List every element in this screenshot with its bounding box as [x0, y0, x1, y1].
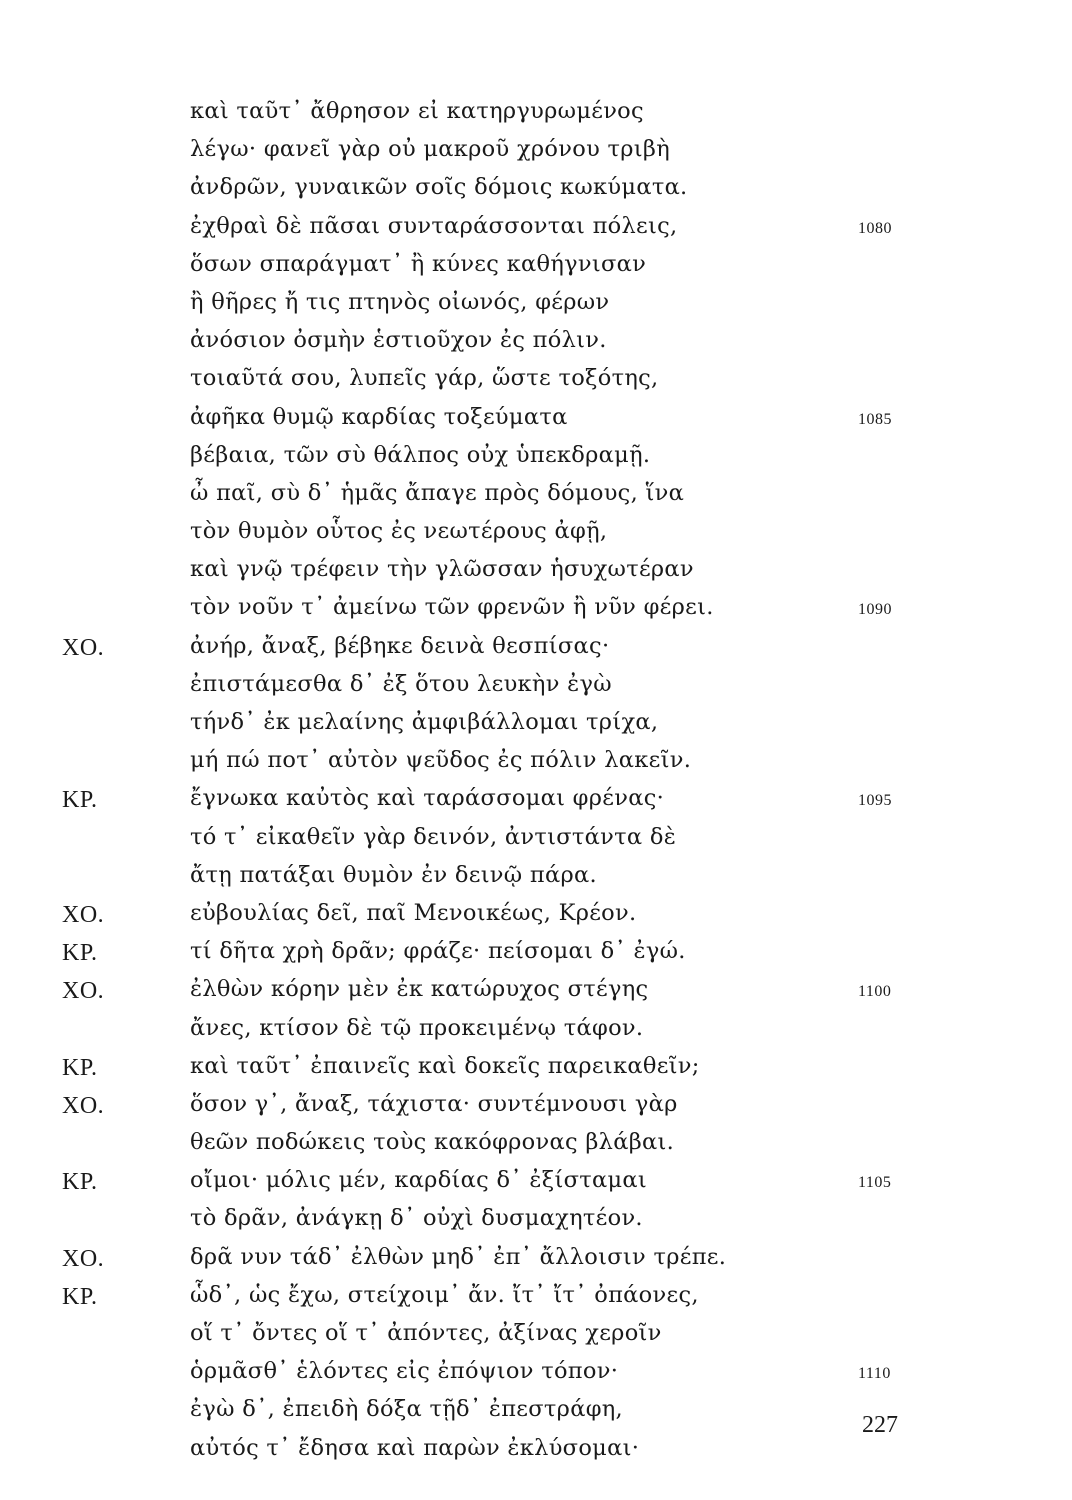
speaker-label: ΚΡ.: [62, 1169, 98, 1196]
verse-text-line: τὸν θυμὸν οὗτος ἐς νεωτέρους ἀφῇ,: [190, 518, 608, 545]
verse-text-line: ὦ παῖ, σὺ δ᾽ ἡμᾶς ἄπαγε πρὸς δόμους, ἵνα: [190, 479, 685, 506]
verse-line: [0, 516, 1072, 554]
speaker-label: ΚΡ.: [62, 940, 98, 967]
speaker-label: ΚΡ.: [62, 1283, 98, 1310]
verse-text-line: τὸ δρᾶν, ἀνάγκῃ δ᾽ οὐχὶ δυσμαχητέον.: [190, 1205, 643, 1232]
verse-line: [0, 211, 1072, 249]
verse-line: [0, 96, 1072, 134]
verse-text-line: ἀφῆκα θυμῷ καρδίας τοξεύματα: [190, 403, 568, 430]
verse-text-line: ἐγὼ δ᾽, ἐπειδὴ δόξα τῇδ᾽ ἐπεστράφη,: [190, 1396, 623, 1423]
line-number: 1110: [858, 1365, 891, 1383]
verse-line: [0, 783, 1072, 821]
verse-line: [0, 554, 1072, 592]
line-number: 1080: [858, 219, 892, 237]
verse-line: [0, 1394, 1072, 1432]
page-number: 227: [862, 1412, 898, 1438]
verse-text-line: ὅσων σπαράγματ᾽ ἢ κύνες καθήγνισαν: [190, 250, 647, 277]
verse-text-line: ἐπιστάμεσθα δ᾽ ἐξ ὅτου λευκὴν ἐγὼ: [190, 670, 612, 697]
line-number: 1105: [858, 1174, 892, 1192]
verse-text-line: ὧδ᾽, ὡς ἔχω, στείχοιμ᾽ ἄν. ἴτ᾽ ἴτ᾽ ὀπάονες,: [190, 1281, 699, 1308]
verse-line: [0, 1242, 1072, 1280]
verse-text-line: αὐτός τ᾽ ἔδησα καὶ παρὼν ἐκλύσομαι·: [190, 1434, 640, 1461]
verse-text-line: λέγω· φανεῖ γὰρ οὐ μακροῦ χρόνου τριβὴ: [190, 136, 670, 163]
verse-text-line: ἢ θῆρες ἤ τις πτηνὸς οἰωνός, φέρων: [190, 288, 610, 315]
verse-line: [0, 1165, 1072, 1203]
verse-line: [0, 1433, 1072, 1471]
verse-line: [0, 478, 1072, 516]
line-number: 1090: [858, 601, 892, 619]
speaker-label: ΧΟ.: [62, 634, 105, 661]
verse-text-line: ἄνες, κτίσον δὲ τῷ προκειμένῳ τάφον.: [190, 1014, 644, 1041]
verse-text-line: οἴμοι· μόλις μέν, καρδίας δ᾽ ἐξίσταμαι: [190, 1167, 648, 1194]
speaker-label: ΚΡ.: [62, 1054, 98, 1081]
verse-text-line: μή πώ ποτ᾽ αὐτὸν ψεῦδος ἐς πόλιν λακεῖν.: [190, 747, 692, 774]
verse-text: [0, 96, 1072, 1471]
verse-text-line: δρᾶ νυν τάδ᾽ ἐλθὼν μηδ᾽ ἐπ᾽ ἄλλοισιν τρέπε.: [190, 1243, 727, 1270]
verse-text-line: ὅσον γ᾽, ἄναξ, τάχιστα· συντέμνουσι γὰρ: [190, 1090, 678, 1117]
verse-text-line: καὶ γνῷ τρέφειν τὴν γλῶσσαν ἡσυχωτέραν: [190, 556, 694, 583]
verse-text-line: τήνδ᾽ ἐκ μελαίνης ἀμφιβάλλομαι τρίχα,: [190, 709, 659, 735]
verse-text-line: ἀνήρ, ἄναξ, βέβηκε δεινὰ θεσπίσας·: [190, 632, 610, 659]
verse-text-line: ἔγνωκα καὐτὸς καὶ ταράσσομαι φρένας·: [190, 785, 665, 812]
verse-line: [0, 1089, 1072, 1127]
verse-line: [0, 898, 1072, 936]
verse-line: [0, 402, 1072, 440]
verse-line: [0, 249, 1072, 287]
verse-line: [0, 1127, 1072, 1165]
verse-text-line: βέβαια, τῶν σὺ θάλπος οὐχ ὑπεκδραμῇ.: [190, 441, 651, 468]
verse-text-line: ἐλθὼν κόρην μὲν ἐκ κατώρυχος στέγης: [190, 976, 649, 1003]
verse-text-line: οἵ τ᾽ ὄντες οἵ τ᾽ ἀπόντες, ἀξίνας χεροῖν: [190, 1320, 662, 1346]
verse-line: [0, 745, 1072, 783]
line-number: 1100: [858, 983, 892, 1001]
verse-line: [0, 134, 1072, 172]
verse-text-line: καὶ ταῦτ᾽ ἐπαινεῖς καὶ δοκεῖς παρεικαθεῖν;: [190, 1052, 700, 1079]
verse-line: [0, 1280, 1072, 1318]
verse-text-line: ἄτῃ πατάξαι θυμὸν ἐν δεινῷ πάρα.: [190, 861, 597, 888]
verse-line: [0, 1051, 1072, 1089]
speaker-label: ΚΡ.: [62, 787, 98, 814]
verse-line: [0, 669, 1072, 707]
verse-line: [0, 822, 1072, 860]
line-number: 1085: [858, 410, 892, 428]
verse-text-line: ἀνόσιον ὀσμὴν ἑστιοῦχον ἐς πόλιν.: [190, 327, 607, 354]
verse-line: [0, 325, 1072, 363]
verse-text-line: εὐβουλίας δεῖ, παῖ Μενοικέως, Κρέον.: [190, 899, 637, 926]
speaker-label: ΧΟ.: [62, 1245, 105, 1272]
verse-text-line: τοιαῦτά σου, λυπεῖς γάρ, ὥστε τοξότης,: [190, 365, 659, 392]
verse-line: [0, 936, 1072, 974]
speaker-label: ΧΟ.: [62, 978, 105, 1005]
verse-text-line: τὸν νοῦν τ᾽ ἀμείνω τῶν φρενῶν ἢ νῦν φέρει.: [190, 594, 714, 621]
verse-line: [0, 287, 1072, 325]
verse-line: [0, 1318, 1072, 1356]
verse-text-line: θεῶν ποδώκεις τοὺς κακόφρονας βλάβαι.: [190, 1129, 675, 1156]
verse-text-line: καὶ ταῦτ᾽ ἄθρησον εἰ κατηργυρωμένος: [190, 98, 644, 124]
speaker-label: ΧΟ.: [62, 901, 105, 928]
verse-line: [0, 631, 1072, 669]
verse-line: [0, 1356, 1072, 1394]
verse-text-line: ὁρμᾶσθ᾽ ἑλόντες εἰς ἐπόψιον τόπον·: [190, 1358, 619, 1385]
verse-line: [0, 707, 1072, 745]
line-number: 1095: [858, 792, 892, 810]
verse-line: [0, 1013, 1072, 1051]
verse-line: [0, 1203, 1072, 1241]
verse-text-line: ἀνδρῶν, γυναικῶν σοῖς δόμοις κωκύματα.: [190, 174, 688, 201]
verse-line: [0, 974, 1072, 1012]
verse-text-line: τί δῆτα χρὴ δρᾶν; φράζε· πείσομαι δ᾽ ἐγώ.: [190, 938, 686, 965]
verse-line: [0, 860, 1072, 898]
verse-line: [0, 172, 1072, 210]
verse-line: [0, 363, 1072, 401]
verse-text-line: τό τ᾽ εἰκαθεῖν γὰρ δεινόν, ἀντιστάντα δὲ: [190, 823, 677, 850]
verse-line: [0, 592, 1072, 630]
verse-line: [0, 440, 1072, 478]
verse-text-line: ἐχθραὶ δὲ πᾶσαι συνταράσσονται πόλεις,: [190, 212, 678, 239]
speaker-label: ΧΟ.: [62, 1092, 105, 1119]
